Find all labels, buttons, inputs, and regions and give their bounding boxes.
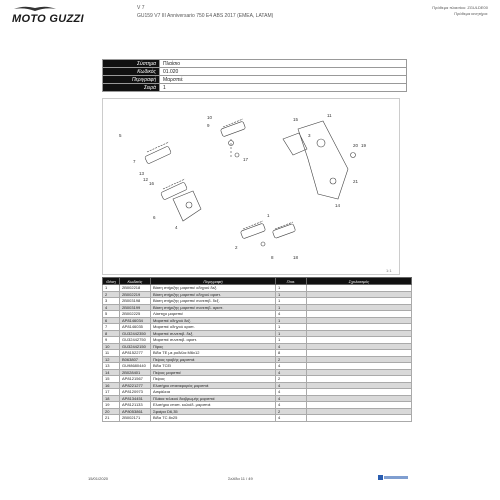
part-description: Πείρος τροβής μαρσπιέ [151,356,276,363]
part-code: 2B003198 [120,298,151,305]
part-position: 4 [103,304,120,311]
part-quantity: 1 [276,330,307,337]
part-code: AP8146035 [120,324,151,331]
model-name: V 7 [137,5,145,11]
part-description: Πείρος [151,376,276,383]
callout-label: 15 [293,117,299,122]
part-position: 16 [103,382,120,389]
part-position: 5 [103,311,120,318]
engine-prefix: Πρόθεμα κινητήρα: [454,11,488,16]
part-description: Μαρσπιέ οδηγού αριστ. [151,324,276,331]
part-code: AP8134451 [120,395,151,402]
part-quantity: 4 [276,389,307,396]
part-description: Μαρσπιέ οδηγού δεξ. [151,317,276,324]
prefix-info [432,5,488,17]
part-quantity: 1 [276,324,307,331]
part-code: 2B002225 [120,311,151,318]
part-position: 13 [103,363,120,370]
bottom-footpeg-group [240,221,295,246]
part-description: Βίδα TE με ροδέλα M6x12 [151,350,276,357]
part-description: Βάση στήριξης μαρσπιέ συνεπιβ. αριστ. [151,304,276,311]
callout-label: 3 [308,133,311,138]
part-description: Μαρσπιέ συνεπιβ. δεξ. [151,330,276,337]
part-code: AP8120973 [120,389,151,396]
part-position: 1 [103,285,120,292]
part-description: Ελατήριο επαναφοράς μαρσπιέ [151,382,276,389]
info-row [103,76,407,84]
part-quantity: 2 [276,408,307,415]
callout-label: 13 [139,171,145,176]
col-position-header: Θέση [103,278,120,285]
footer-logo-icon [378,474,408,481]
part-quantity: 1 [276,285,307,292]
part-position: 21 [103,415,120,422]
info-key: Σύστημα [103,60,160,68]
part-description: Σφαίρα D6,35 [151,408,276,415]
callout-label: 10 [207,115,213,120]
info-table [102,59,407,92]
part-position: 7 [103,324,120,331]
part-position: 20 [103,408,120,415]
callout-label: 5 [119,133,122,138]
info-key: Σειρά [103,84,160,92]
part-quantity: 4 [276,363,307,370]
part-quantity: 4 [276,395,307,402]
part-quantity: 2 [276,356,307,363]
callout-label: 21 [353,179,359,184]
parts-header-row [103,278,412,285]
callout-label: 16 [149,181,155,186]
callout-label: 11 [327,113,332,118]
callout-label: 2 [235,245,238,250]
part-code: AP8146034 [120,317,151,324]
part-position: 19 [103,402,120,409]
callout-label: 19 [361,143,367,148]
part-position: 8 [103,330,120,337]
info-row [103,84,407,92]
callout-label: 4 [175,225,178,230]
part-position: 11 [103,350,120,357]
part-description: Μαρσπιέ συνεπιβ. αριστ. [151,337,276,344]
part-description: Ελατήριο επιστ. κυλιόδ. μαρσπιέ [151,402,276,409]
part-quantity: 1 [276,291,307,298]
col-quantity-header: Ποσ. [276,278,307,285]
frame-prefix: Πρόθεμα πλαισίου: ZGULDE00 [432,5,488,10]
exploded-parts-diagram[interactable] [102,98,400,275]
part-description: Βίδα TCEI [151,363,276,370]
info-row [103,60,407,68]
part-notes [307,415,412,422]
part-position: 14 [103,369,120,376]
part-code: GU32442750 [120,337,151,344]
info-key: Κωδικός [103,68,160,76]
part-quantity: 4 [276,343,307,350]
diagram-scale-label: 1:1 [386,268,392,273]
part-code: GU32442150 [120,343,151,350]
part-description: Ασφάλεια [151,389,276,396]
col-code-header: Κωδικός [120,278,151,285]
part-position: 9 [103,337,120,344]
callout-label: 9 [207,123,210,128]
part-code: 2B002219 [120,291,151,298]
part-description: Βίδα TC 8x25 [151,415,276,422]
part-position: 15 [103,376,120,383]
parts-table [102,277,412,422]
callout-label: 18 [293,255,299,260]
part-description: Λάστιχο μαρσπιέ [151,311,276,318]
callout-label: 14 [335,203,341,208]
info-row [103,68,407,76]
part-code: GU98680440 [120,363,151,370]
col-description-header: Περιγραφή [151,278,276,285]
callout-label: 17 [243,157,249,162]
part-code: 2B028401 [120,369,151,376]
callout-label: 6 [153,215,156,220]
part-position: 2 [103,291,120,298]
part-quantity: 1 [276,337,307,344]
part-quantity: 4 [276,382,307,389]
part-code: AP8221277 [120,382,151,389]
model-variant: GU159 V7 III Anniversario 750 E4 ABS 2017 (EMEA, LATAM) [137,13,274,19]
part-position: 12 [103,356,120,363]
part-description: Βάση στήριξης μαρσπιέ συνεπιβ. δεξ. [151,298,276,305]
table-row [103,415,412,422]
part-quantity: 4 [276,311,307,318]
info-value: Μαρσπιέ [160,76,407,84]
callout-label: 20 [353,143,359,148]
info-value: 1 [160,84,407,92]
part-quantity: 4 [276,369,307,376]
part-code: AP8053861 [120,408,151,415]
callout-label: 1 [267,213,270,218]
part-position: 17 [103,389,120,396]
part-position: 18 [103,395,120,402]
part-quantity: 1 [276,304,307,311]
part-quantity: 1 [276,317,307,324]
part-code: AP8121567 [120,376,151,383]
center-footpeg-group [220,119,245,159]
part-quantity: 2 [276,376,307,383]
callout-label: 8 [271,255,274,260]
part-quantity: 4 [276,402,307,409]
part-position: 3 [103,298,120,305]
part-code: 2B002171 [120,415,151,422]
info-value: 01.020 [160,68,407,76]
part-quantity: 1 [276,298,307,305]
brand-logo: MOTO GUZZI [12,13,84,25]
callout-label: 12 [143,177,149,182]
col-notes-header: Σχολιασμός [307,278,412,285]
part-description: Βάση στήριξης μαρσπιέ οδηγού αριστ. [151,291,276,298]
part-code: 2B003199 [120,304,151,311]
info-value: Πλαίσιο [160,60,407,68]
part-code: 2B002218 [120,285,151,292]
part-description: Πείρος μαρσπιέ [151,369,276,376]
part-description: Πλάκα τελικού διαβρωμής μαρσπιέ [151,395,276,402]
part-position: 6 [103,317,120,324]
part-quantity: 8 [276,350,307,357]
part-code: B063807 [120,356,151,363]
info-key: Περιγραφή [103,76,160,84]
part-quantity: 4 [276,415,307,422]
part-description: Πίρος [151,343,276,350]
brand-eagle-icon [14,5,56,13]
footer-page-number: Σελίδα 11 / 49 [228,476,253,481]
parts-table-body [103,285,412,422]
part-position: 10 [103,343,120,350]
footer-date: 15/01/2020 [88,476,109,481]
part-description: Βάση στήριξης μαρσπιέ οδηγού δεξ. [151,285,276,292]
callout-label: 7 [133,159,136,164]
right-bracket-group [283,121,356,199]
part-code: AP8121133 [120,402,151,409]
part-code: GU32442350 [120,330,151,337]
part-code: AP8152277 [120,350,151,357]
